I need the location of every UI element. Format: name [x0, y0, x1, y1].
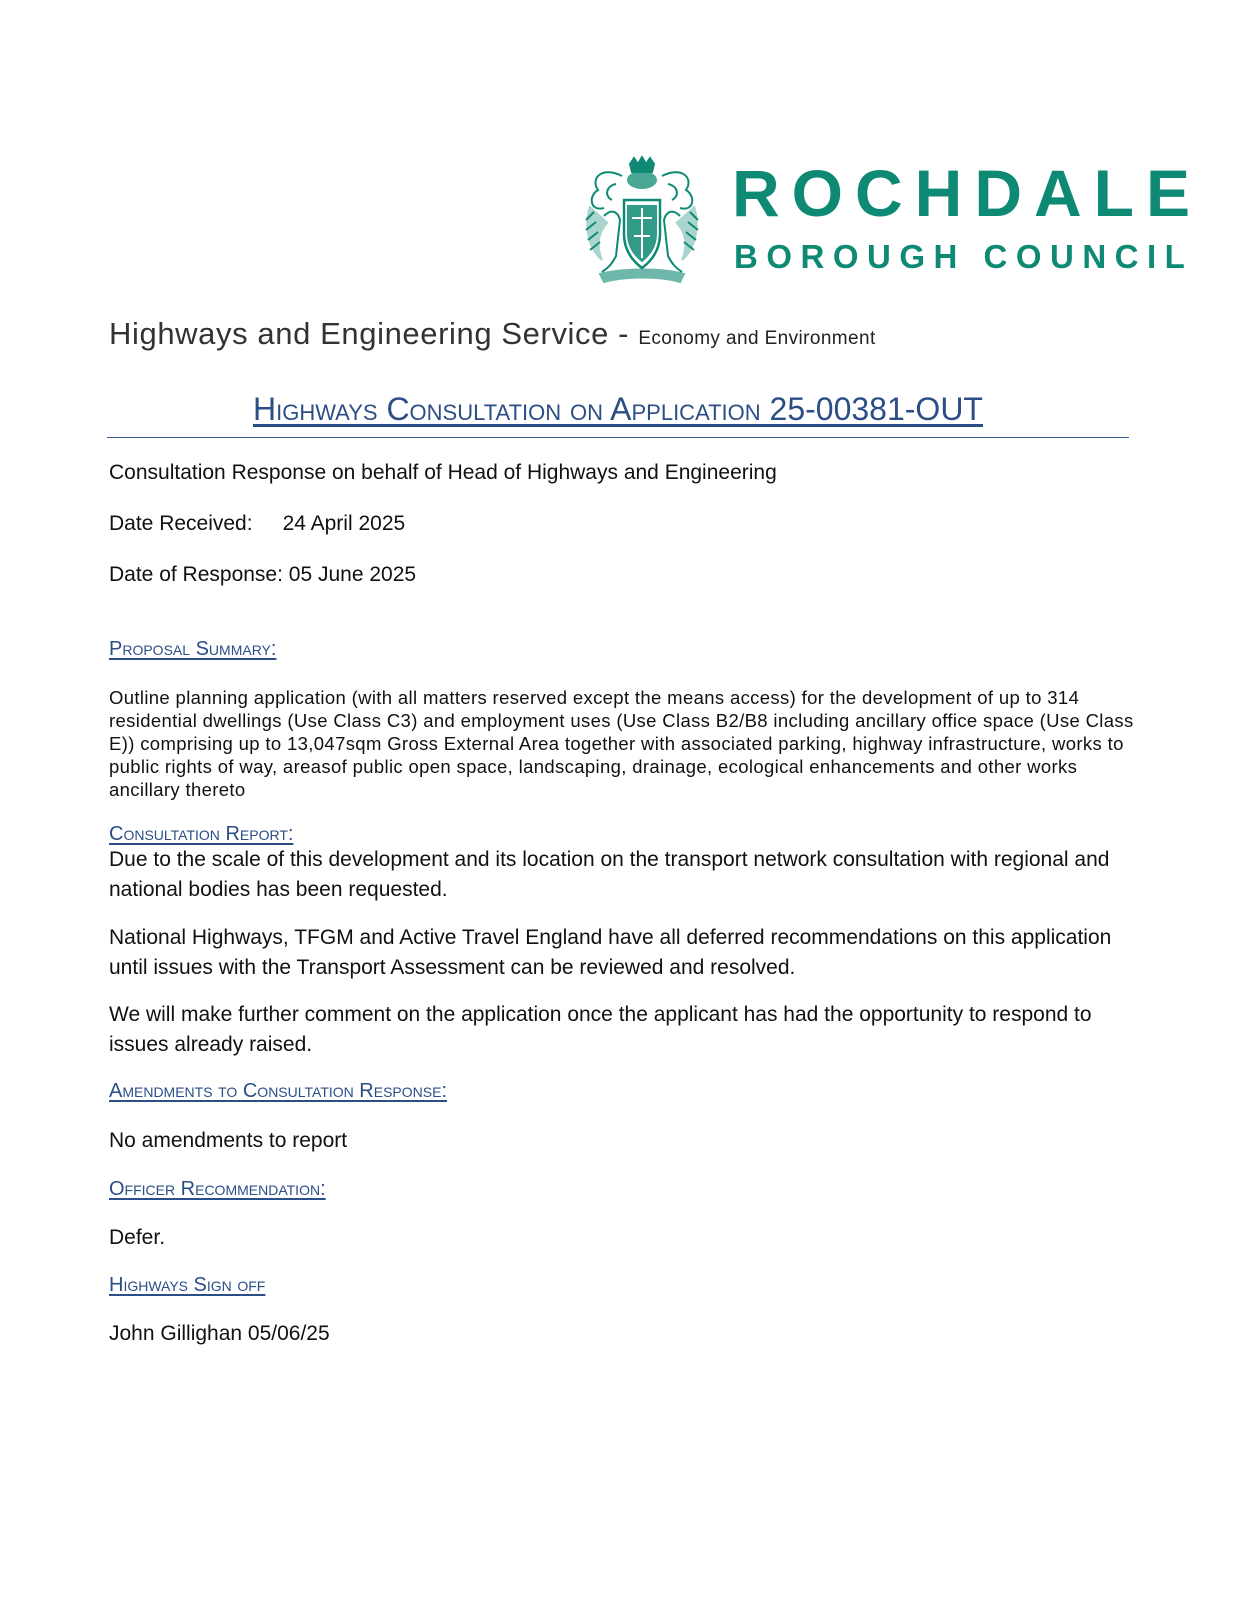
amendments-heading: Amendments to Consultation Response:: [109, 1080, 447, 1102]
date-received-value: 24 April 2025: [282, 512, 406, 535]
date-received: [109, 512, 405, 536]
date-response: [109, 563, 416, 587]
proposal-summary-text: Outline planning application (with all matters reserved except the means access) for the development of up to 314 residential dwellings (Use Class C3) and employment uses (Use Class B2/B8 including ancillary office space (Use Class E)) comprising up to 13,047sqm Gross External Area together with associated parking, highway infrastructure, works to public rights of way, areasof public open space, landscaping, drainage, ecological enhancements and other works ancillary thereto: [109, 687, 1134, 800]
consultation-report-p3: We will make further comment on the application once the applicant has had the opportunity to respond to issues already raised.: [109, 1003, 1092, 1056]
officer-recommendation-heading: Officer Recommendation:: [109, 1178, 326, 1200]
consultation-report-heading: Consultation Report:: [109, 823, 294, 845]
org-name-line1: ROCHDALE: [732, 156, 1202, 230]
intro-text: Consultation Response on behalf of Head of Highways and Engineering: [109, 461, 777, 484]
org-name-line2: BOROUGH COUNCIL: [734, 238, 1194, 275]
date-response-label: Date of Response:: [109, 563, 283, 586]
consultation-report-p1: Due to the scale of this development and its location on the transport network consultation with regional and national bodies has been requested.: [109, 848, 1110, 901]
signoff-text: John Gillighan 05/06/25: [109, 1322, 330, 1345]
document-title: Highways Consultation on Application 25-00381-OUT: [253, 391, 983, 427]
officer-recommendation-text: Defer.: [109, 1226, 166, 1249]
signoff-heading: Highways Sign off: [109, 1274, 266, 1296]
coat-of-arms-icon: [582, 156, 702, 286]
date-response-value: 05 June 2025: [288, 563, 417, 586]
title-divider: [107, 437, 1129, 438]
service-sub: Economy and Environment: [638, 328, 876, 349]
proposal-summary-heading: Proposal Summary:: [109, 638, 277, 660]
service-heading: [109, 316, 876, 352]
amendments-text: No amendments to report: [109, 1129, 348, 1152]
service-main: Highways and Engineering Service -: [109, 316, 630, 351]
date-received-label: Date Received:: [109, 512, 253, 535]
consultation-report-p2: National Highways, TFGM and Active Travel England have all deferred recommendations on this application until issues with the Transport Assessment can be reviewed and resolved.: [109, 926, 1112, 979]
